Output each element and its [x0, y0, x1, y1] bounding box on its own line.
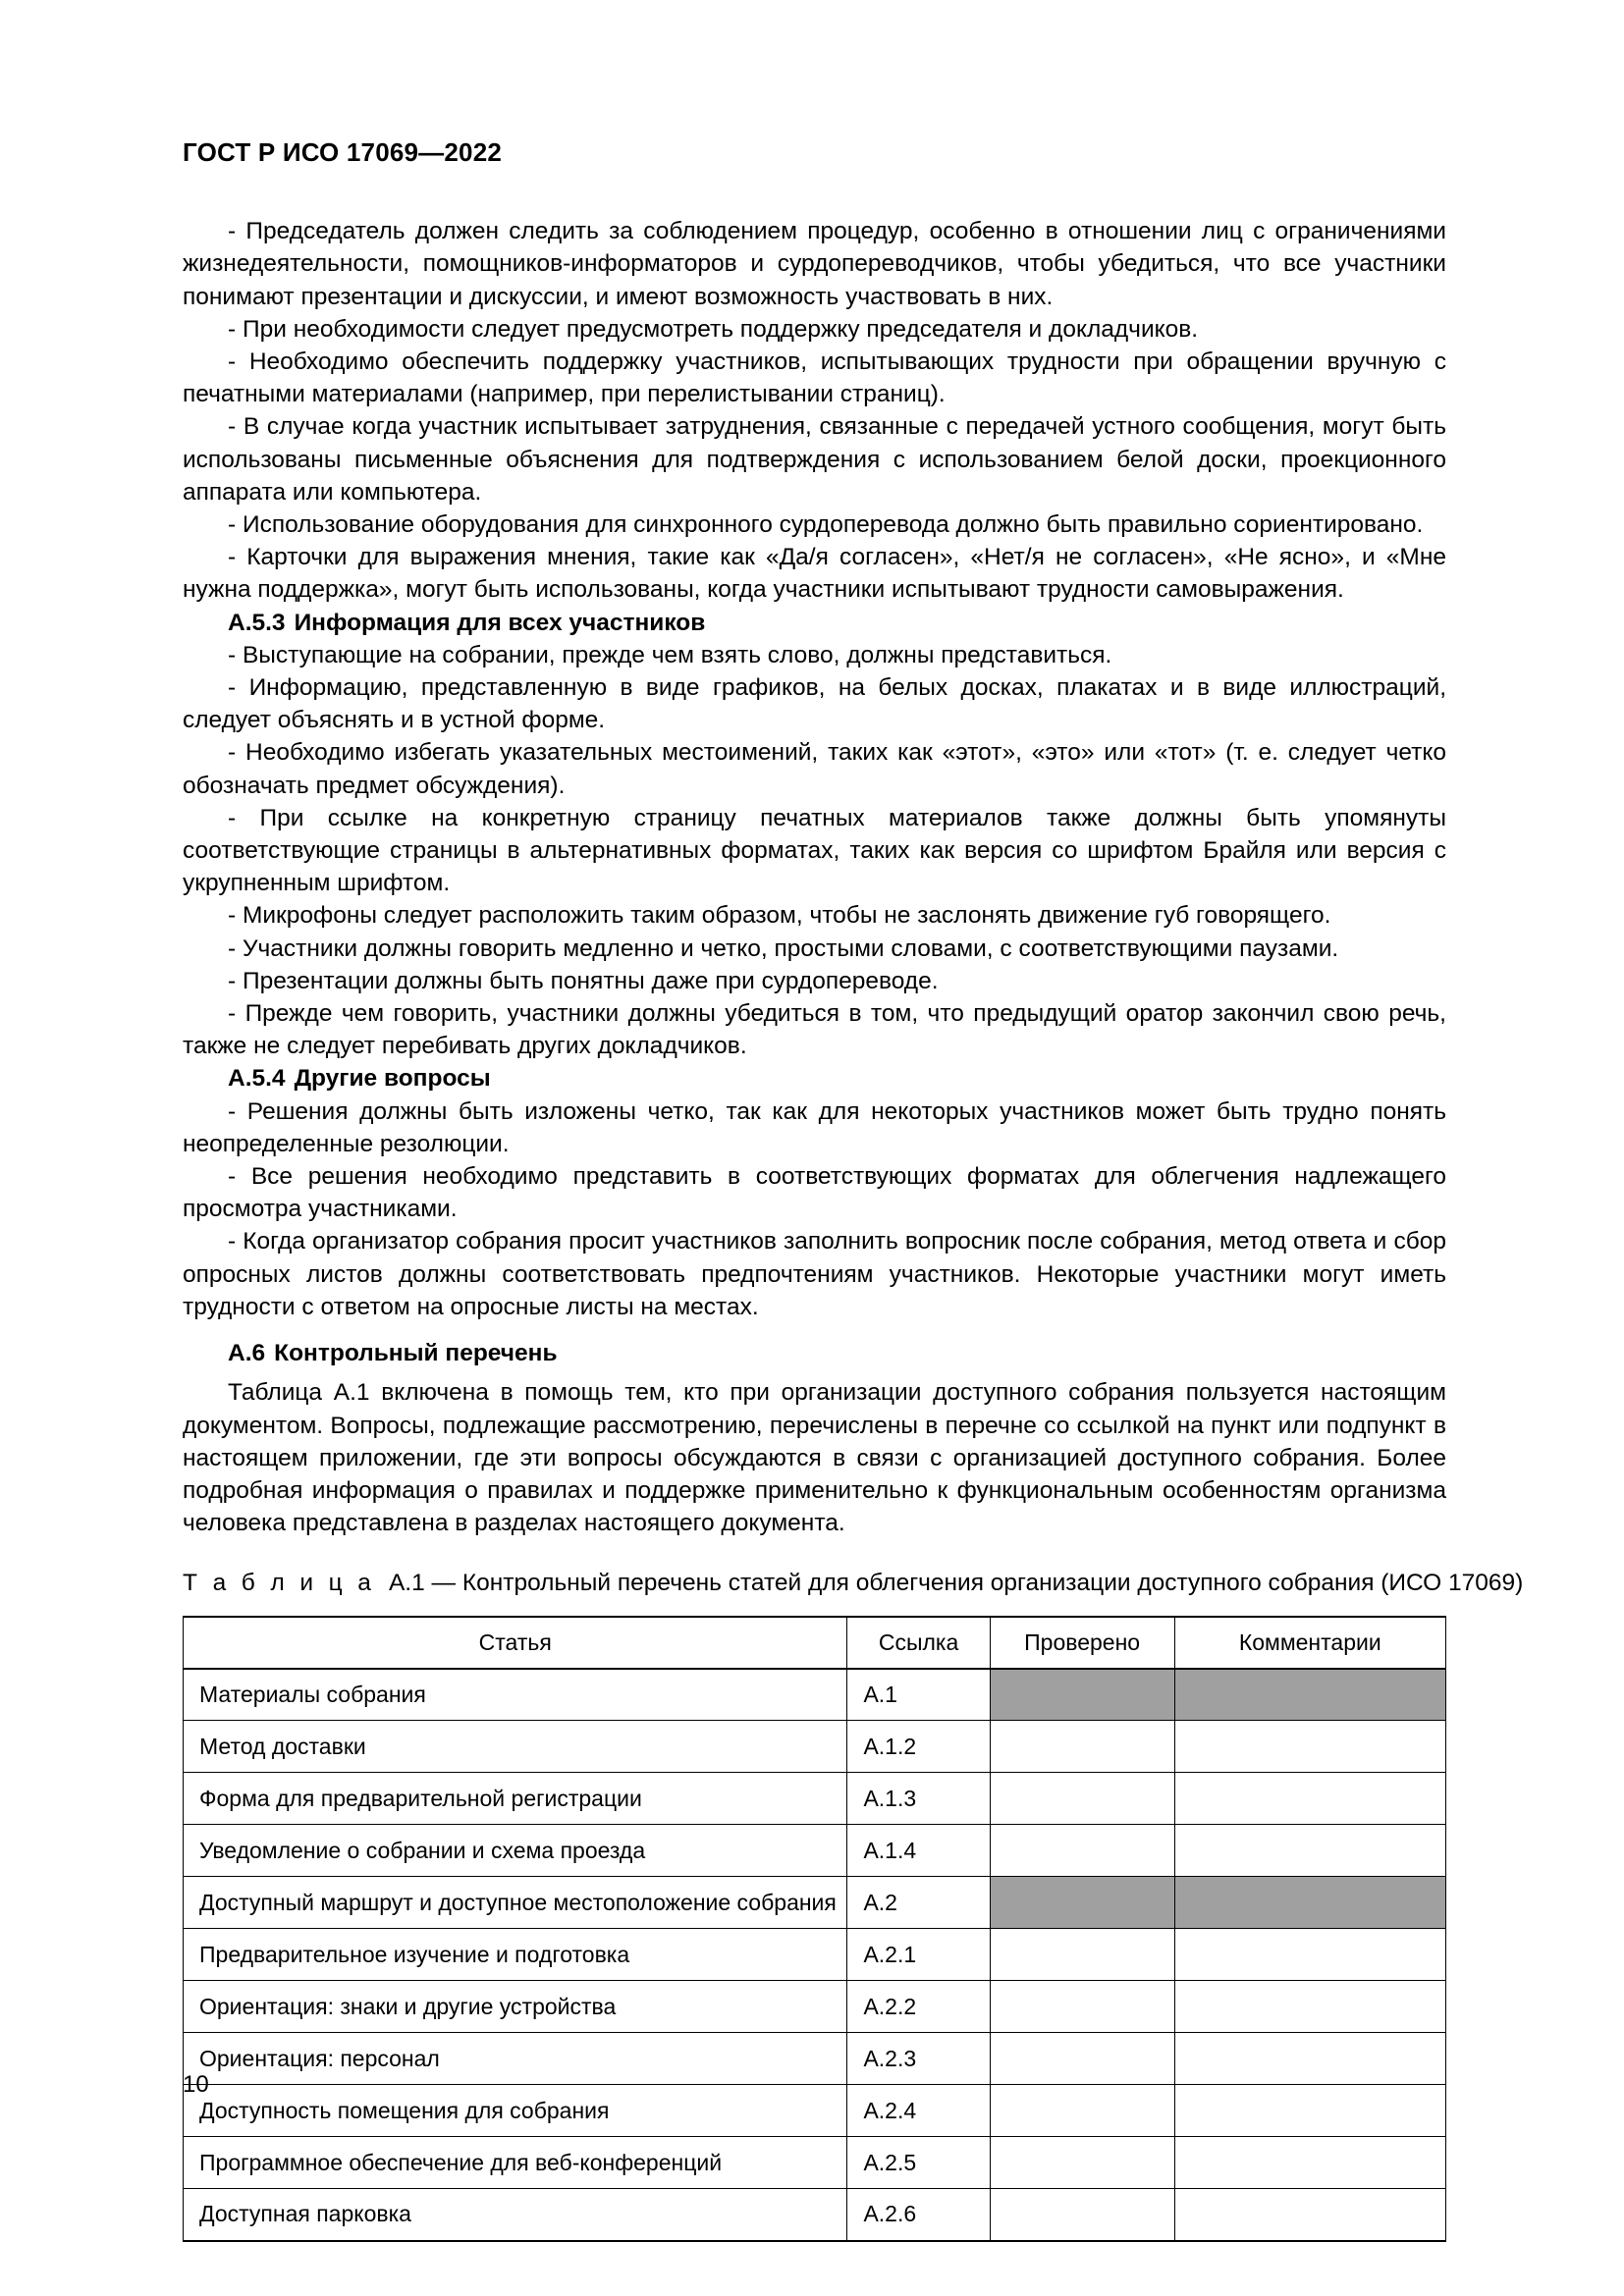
- cell-reference: А.2.2: [847, 1981, 990, 2033]
- cell-article: Программное обеспечение для веб-конференций: [184, 2137, 847, 2189]
- paragraph: - Презентации должны быть понятны даже при сурдопереводе.: [228, 967, 939, 994]
- column-header-reference: Ссылка: [847, 1617, 990, 1669]
- cell-article: Предварительное изучение и подготовка: [184, 1929, 847, 1981]
- spacer: [183, 1553, 1446, 1567]
- cell-comments[interactable]: [1174, 1981, 1446, 2033]
- cell-comments[interactable]: [1174, 2033, 1446, 2085]
- table-header: [184, 1617, 1446, 1669]
- table-row: [184, 2085, 1446, 2137]
- spacer: [183, 1539, 1446, 1553]
- cell-comments[interactable]: [1174, 1825, 1446, 1877]
- cell-reference: А.2: [847, 1877, 990, 1929]
- spacer: [183, 1323, 1446, 1337]
- table-row: [184, 1877, 1446, 1929]
- cell-comments[interactable]: [1174, 1669, 1446, 1721]
- cell-article: Доступный маршрут и доступное местоположение собрания: [184, 1877, 847, 1929]
- table-header-row: [184, 1617, 1446, 1669]
- table-row: [184, 1981, 1446, 2033]
- cell-comments[interactable]: [1174, 2137, 1446, 2189]
- paragraph: - Решения должны быть изложены четко, так как для некоторых участников может быть трудно понять неопределенные резолюции.: [183, 1097, 1446, 1157]
- cell-article: Форма для предварительной регистрации: [184, 1773, 847, 1825]
- table-caption-prefix: Т а б л и ц а: [183, 1570, 376, 1597]
- table-caption: [183, 1567, 1524, 1599]
- cell-checked[interactable]: [990, 2033, 1174, 2085]
- table-caption-text: А.1 — Контрольный перечень статей для облегчения организации доступного собрания (ИСО 17069): [388, 1570, 1524, 1597]
- paragraph: - Прежде чем говорить, участники должны убедиться в том, что предыдущий оратор закончил свою речь, также не следует перебивать других докладчиков.: [183, 1000, 1446, 1060]
- table-row: [184, 1721, 1446, 1773]
- cell-reference: А.1.4: [847, 1825, 990, 1877]
- paragraph: - Использование оборудования для синхронного сурдоперевода должно быть правильно сориентировано.: [228, 511, 1424, 539]
- cell-comments[interactable]: [1174, 1929, 1446, 1981]
- cell-article: Ориентация: персонал: [184, 2033, 847, 2085]
- section-heading-a53: [183, 607, 1446, 639]
- column-header-comments: Комментарии: [1174, 1617, 1446, 1669]
- table-row: [184, 1669, 1446, 1721]
- section-heading-a6: [183, 1337, 1446, 1369]
- paragraph: - Участники должны говорить медленно и четко, простыми словами, с соответствующими паузами.: [228, 934, 1339, 962]
- cell-article: Ориентация: знаки и другие устройства: [184, 1981, 847, 2033]
- cell-checked[interactable]: [990, 1825, 1174, 1877]
- section-number: А.5.4: [228, 1065, 286, 1093]
- cell-reference: А.2.1: [847, 1929, 990, 1981]
- cell-checked[interactable]: [990, 1929, 1174, 1981]
- cell-checked[interactable]: [990, 2137, 1174, 2189]
- cell-article: Метод доставки: [184, 1721, 847, 1773]
- cell-comments[interactable]: [1174, 2085, 1446, 2137]
- cell-reference: А.2.5: [847, 2137, 990, 2189]
- cell-checked[interactable]: [990, 1877, 1174, 1929]
- cell-article: Уведомление о собрании и схема проезда: [184, 1825, 847, 1877]
- cell-comments[interactable]: [1174, 2189, 1446, 2241]
- cell-checked[interactable]: [990, 1981, 1174, 2033]
- table-row: [184, 2137, 1446, 2189]
- paragraph: - Председатель должен следить за соблюдением процедур, особенно в отношении лиц с ограничениями жизнедеятельности, помощников-информаторов и сурдопереводчиков, чтобы убедиться, что все участники понимают презентации и дискуссии, и имеют возможность участвовать в них.: [183, 218, 1446, 310]
- cell-reference: А.1: [847, 1669, 990, 1721]
- paragraph: Таблица А.1 включена в помощь тем, кто при организации доступного собрания пользуется настоящим документом. Вопросы, подлежащие рассмотрению, перечислены в перечне со ссылкой на пункт или подпункт в настоящем приложении, где эти вопросы обсуждаются в связи с организацией доступного собрания. Более подробная информация о правилах и поддержке применительно к функциональным особенностям организма человека представлена в разделах настоящего документа.: [183, 1379, 1446, 1537]
- table-row: [184, 1773, 1446, 1825]
- paragraph: - В случае когда участник испытывает затруднения, связанные с передачей устного сообщения, могут быть использованы письменные объяснения для подтверждения с использованием белой доски, проекционного аппарата или компьютера.: [183, 413, 1446, 506]
- section-title: Другие вопросы: [294, 1065, 491, 1093]
- cell-comments[interactable]: [1174, 1773, 1446, 1825]
- cell-reference: А.2.3: [847, 2033, 990, 2085]
- checklist-table: [183, 1616, 1446, 2242]
- cell-checked[interactable]: [990, 1669, 1174, 1721]
- paragraph: - Выступающие на собрании, прежде чем взять слово, должны представиться.: [228, 641, 1112, 668]
- cell-article: Доступная парковка: [184, 2189, 847, 2241]
- page-number: 10: [183, 2071, 209, 2098]
- cell-checked[interactable]: [990, 1721, 1174, 1773]
- paragraph: - Информацию, представленную в виде графиков, на белых досках, плакатах и в виде иллюстраций, следует объяснять и в устной форме.: [183, 674, 1446, 734]
- table-row: [184, 2033, 1446, 2085]
- section-heading-a54: [183, 1062, 1446, 1095]
- paragraph: - Необходимо обеспечить поддержку участников, испытывающих трудности при обращении вручную с печатными материалами (например, при перелистывании страниц).: [183, 348, 1446, 408]
- cell-reference: А.1.2: [847, 1721, 990, 1773]
- section-number: А.6: [228, 1340, 266, 1367]
- spacer: [183, 1369, 1446, 1376]
- cell-reference: А.2.6: [847, 2189, 990, 2241]
- cell-reference: А.1.3: [847, 1773, 990, 1825]
- cell-reference: А.2.4: [847, 2085, 990, 2137]
- column-header-article: Статья: [184, 1617, 847, 1669]
- paragraph: - Необходимо избегать указательных местоимений, таких как «этот», «это» или «тот» (т. е. следует четко обозначать предмет обсуждения).: [183, 739, 1446, 799]
- paragraph: - Карточки для выражения мнения, такие как «Да/я согласен», «Нет/я не согласен», «Не ясно», и «Мне нужна поддержка», могут быть использованы, когда участники испытывают трудности самовыражения.: [183, 544, 1446, 604]
- cell-checked[interactable]: [990, 1773, 1174, 1825]
- cell-article: Доступность помещения для собрания: [184, 2085, 847, 2137]
- table-row: [184, 2189, 1446, 2241]
- cell-article: Материалы собрания: [184, 1669, 847, 1721]
- cell-checked[interactable]: [990, 2085, 1174, 2137]
- cell-comments[interactable]: [1174, 1721, 1446, 1773]
- document-header: ГОСТ Р ИСО 17069—2022: [183, 137, 503, 167]
- paragraph: - Когда организатор собрания просит участников заполнить вопросник после собрания, метод ответа и сбор опросных листов должны соответствовать предпочтениям участников. Некоторые участники могут иметь трудности с ответом на опросные листы на местах.: [183, 1228, 1446, 1320]
- paragraph: - Микрофоны следует расположить таким образом, чтобы не заслонять движение губ говорящего.: [228, 902, 1331, 930]
- page-content: [183, 137, 1524, 2242]
- table-body: [184, 1669, 1446, 2241]
- paragraph: - Все решения необходимо представить в соответствующих форматах для облегчения надлежащего просмотра участниками.: [183, 1163, 1446, 1223]
- section-title: Информация для всех участников: [294, 609, 706, 636]
- section-number: А.5.3: [228, 609, 286, 636]
- column-header-checked: Проверено: [990, 1617, 1174, 1669]
- table-row: [184, 1929, 1446, 1981]
- cell-checked[interactable]: [990, 2189, 1174, 2241]
- table-row: [184, 1825, 1446, 1877]
- paragraph: - При ссылке на конкретную страницу печатных материалов также должны быть упомянуты соответствующие страницы в альтернативных форматах, таких как версия со шрифтом Брайля или версия с укрупненным шрифтом.: [183, 804, 1446, 897]
- paragraph: - При необходимости следует предусмотреть поддержку председателя и докладчиков.: [228, 315, 1199, 343]
- body-text-block: [183, 215, 1524, 1599]
- cell-comments[interactable]: [1174, 1877, 1446, 1929]
- section-title: Контрольный перечень: [274, 1340, 558, 1367]
